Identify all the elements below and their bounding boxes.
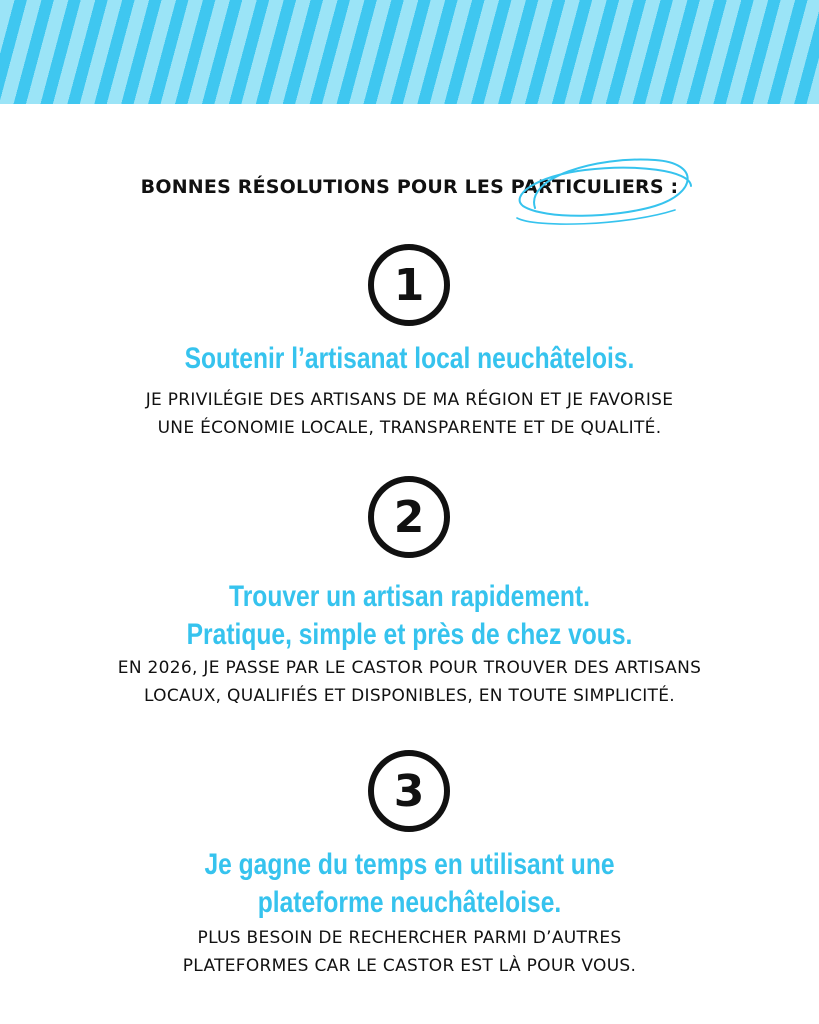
page-heading: BONNES RÉSOLUTIONS POUR LES PARTICULIERS : (140, 176, 679, 198)
number-3: 3 (393, 766, 425, 817)
number-1: 1 (393, 260, 425, 311)
item-2-title (74, 578, 746, 654)
scribble-circle-decoration (505, 148, 700, 236)
item-2-desc-line-1: EN 2026, JE PASSE PAR LE CASTOR POUR TROUVER DES ARTISANS (117, 658, 702, 678)
item-3-desc-line-2: PLATEFORMES CAR LE CASTOR EST LÀ POUR VOUS. (182, 956, 637, 976)
item-3-title-line-2: plateforme neuchâteloise. (257, 886, 562, 919)
number-2: 2 (393, 492, 425, 543)
item-1-description (0, 386, 819, 442)
item-1-desc-line-2: UNE ÉCONOMIE LOCALE, TRANSPARENTE ET DE QUALITÉ. (157, 418, 662, 438)
item-2-desc-line-2: LOCAUX, QUALIFIÉS ET DISPONIBLES, EN TOUTE SIMPLICITÉ. (144, 686, 675, 706)
number-badge-1 (366, 242, 452, 328)
number-badge-3 (366, 748, 452, 834)
item-3-title-line-1: Je gagne du temps en utilisant une (204, 848, 615, 881)
item-3-desc-line-1: PLUS BESOIN DE RECHERCHER PARMI D’AUTRES (197, 928, 622, 948)
item-2-description (0, 654, 819, 710)
number-badge-2 (366, 474, 452, 560)
item-2-title-line-2: Pratique, simple et près de chez vous. (186, 618, 633, 651)
item-1-desc-line-1: JE PRIVILÉGIE DES ARTISANS DE MA RÉGION ET JE FAVORISE (145, 390, 674, 410)
striped-banner (0, 0, 819, 104)
item-1-title (74, 340, 746, 378)
item-3-description (0, 924, 819, 980)
item-2-title-line-1: Trouver un artisan rapidement. (229, 580, 590, 613)
item-1-title-line: Soutenir l’artisanat local neuchâtelois. (184, 342, 635, 375)
item-3-title (74, 846, 746, 922)
